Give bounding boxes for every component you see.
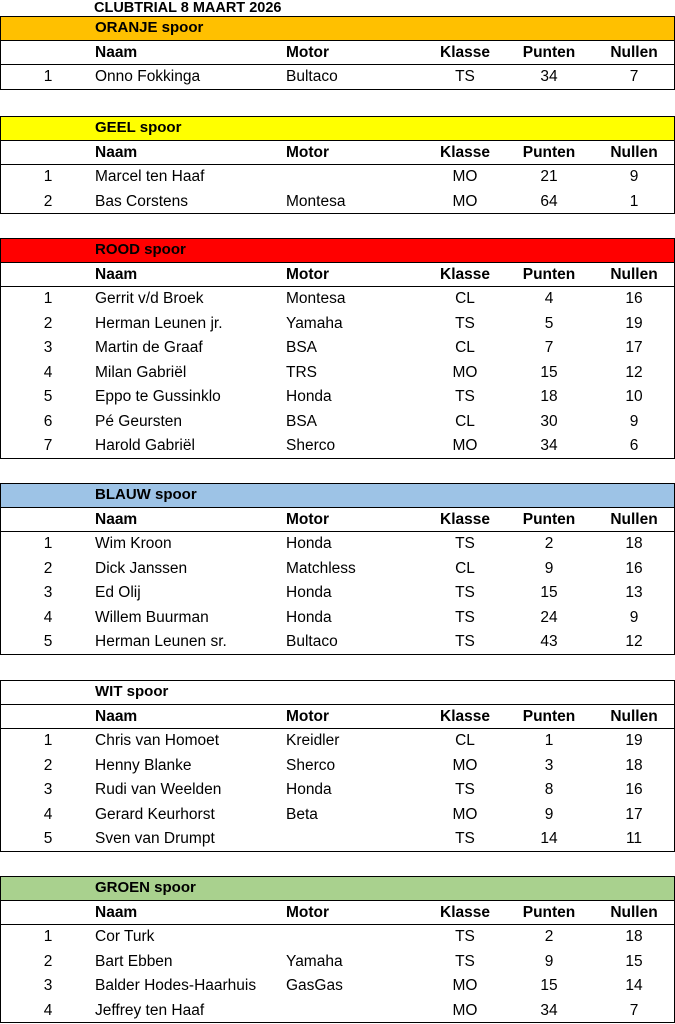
section-banner	[0, 483, 675, 508]
column-header-nullen: Nullen	[610, 43, 658, 61]
name-cell: Cor Turk	[95, 928, 155, 945]
name-cell: Henny Blanke	[95, 756, 192, 774]
name-cell: Martin de Graaf	[95, 339, 203, 356]
class-cell: TS	[455, 314, 475, 332]
points-cell: 7	[544, 339, 554, 356]
table-row	[0, 410, 675, 435]
points-cell: 2	[544, 535, 554, 552]
column-header-motor: Motor	[286, 903, 330, 921]
table-row	[0, 950, 675, 975]
section-title: ORANJE spoor	[95, 19, 204, 36]
motor-cell: BSA	[286, 339, 318, 356]
section-title: BLAUW spoor	[95, 486, 197, 503]
zeros-cell: 17	[625, 805, 643, 823]
rank-cell: 5	[43, 830, 53, 847]
table-header	[0, 901, 675, 926]
class-cell: MO	[452, 192, 478, 210]
section-banner	[0, 238, 675, 263]
rank-cell: 2	[43, 314, 53, 332]
class-cell: TS	[455, 830, 475, 847]
motor-cell: Montesa	[286, 290, 346, 307]
column-header-motor: Motor	[286, 707, 330, 725]
motor-cell: Kreidler	[286, 732, 340, 749]
section-rood	[0, 238, 675, 459]
name-cell: Harold Gabriël	[95, 437, 195, 454]
table-header	[0, 141, 675, 166]
motor-cell: Montesa	[286, 192, 346, 210]
name-cell: Marcel ten Haaf	[95, 168, 205, 185]
name-cell: Chris van Homoet	[95, 732, 220, 749]
name-cell: Gerrit v/d Broek	[95, 290, 204, 307]
points-cell: 9	[544, 805, 554, 823]
name-cell: Milan Gabriël	[95, 363, 187, 381]
column-header-klasse: Klasse	[440, 903, 490, 921]
class-cell: CL	[455, 412, 475, 430]
points-cell: 9	[544, 952, 554, 970]
points-cell: 15	[540, 977, 558, 994]
rank-cell: 2	[43, 756, 53, 774]
zeros-cell: 13	[625, 584, 643, 601]
class-cell: TS	[455, 928, 475, 945]
section-groen	[0, 876, 675, 1023]
rank-cell: 6	[43, 412, 53, 430]
rank-cell: 2	[43, 559, 53, 577]
points-cell: 14	[540, 830, 558, 847]
name-cell: Ed Olij	[95, 584, 141, 601]
motor-cell: TRS	[286, 363, 317, 381]
zeros-cell: 9	[629, 608, 639, 626]
section-title: GEEL spoor	[95, 119, 182, 136]
class-cell: TS	[455, 535, 475, 552]
name-cell: Gerard Keurhorst	[95, 805, 215, 823]
name-cell: Wim Kroon	[95, 535, 172, 552]
motor-cell: Honda	[286, 388, 332, 405]
zeros-cell: 14	[625, 977, 643, 994]
table-row	[0, 581, 675, 606]
column-header-motor: Motor	[286, 510, 330, 528]
motor-cell: BSA	[286, 412, 318, 430]
column-header-naam: Naam	[95, 510, 138, 528]
table-row	[0, 606, 675, 631]
name-cell: Eppo te Gussinklo	[95, 388, 221, 405]
points-cell: 24	[540, 608, 558, 626]
page-title: CLUBTRIAL 8 MAART 2026	[94, 0, 282, 16]
points-cell: 34	[540, 437, 558, 454]
motor-cell: Honda	[286, 608, 332, 626]
zeros-cell: 12	[625, 363, 643, 381]
table-row	[0, 630, 675, 655]
section-title: GROEN spoor	[95, 879, 196, 896]
motor-cell: Bultaco	[286, 633, 338, 650]
points-cell: 34	[540, 68, 558, 85]
column-header-nullen: Nullen	[610, 143, 658, 161]
class-cell: MO	[452, 756, 478, 774]
column-header-nullen: Nullen	[610, 903, 658, 921]
name-cell: Dick Janssen	[95, 559, 188, 577]
class-cell: MO	[452, 805, 478, 823]
class-cell: MO	[452, 977, 478, 994]
motor-cell: Honda	[286, 584, 332, 601]
section-banner	[0, 116, 675, 141]
points-cell: 5	[544, 314, 554, 332]
table-row	[0, 361, 675, 386]
table-row	[0, 778, 675, 803]
class-cell: MO	[452, 168, 478, 185]
table-row	[0, 729, 675, 754]
class-cell: TS	[455, 952, 475, 970]
table-row	[0, 312, 675, 337]
motor-cell: Honda	[286, 535, 332, 552]
name-cell: Willem Buurman	[95, 608, 209, 626]
table-row	[0, 999, 675, 1024]
table-row	[0, 532, 675, 557]
points-cell: 3	[544, 756, 554, 774]
table-row	[0, 557, 675, 582]
table-header	[0, 263, 675, 288]
zeros-cell: 18	[625, 535, 643, 552]
column-header-klasse: Klasse	[440, 510, 490, 528]
section-blauw	[0, 483, 675, 655]
column-header-klasse: Klasse	[440, 143, 490, 161]
class-cell: CL	[455, 339, 475, 356]
class-cell: MO	[452, 363, 478, 381]
points-cell: 15	[540, 363, 558, 381]
zeros-cell: 19	[625, 732, 643, 749]
column-header-naam: Naam	[95, 707, 138, 725]
rank-cell: 1	[43, 535, 53, 552]
points-cell: 64	[540, 192, 558, 210]
column-header-punten: Punten	[522, 143, 576, 161]
points-cell: 18	[540, 388, 558, 405]
table-row	[0, 974, 675, 999]
rank-cell: 4	[43, 363, 53, 381]
zeros-cell: 7	[629, 1001, 639, 1019]
column-header-motor: Motor	[286, 43, 330, 61]
rank-cell: 3	[43, 584, 53, 601]
column-header-nullen: Nullen	[610, 707, 658, 725]
name-cell: Herman Leunen sr.	[95, 633, 227, 650]
rank-cell: 3	[43, 977, 53, 994]
motor-cell: Yamaha	[286, 314, 343, 332]
column-header-punten: Punten	[522, 903, 576, 921]
column-header-punten: Punten	[522, 707, 576, 725]
class-cell: CL	[455, 290, 475, 307]
points-cell: 21	[540, 168, 558, 185]
column-header-nullen: Nullen	[610, 265, 658, 283]
table-row	[0, 336, 675, 361]
column-header-punten: Punten	[522, 265, 576, 283]
name-cell: Onno Fokkinga	[95, 68, 201, 85]
table-row	[0, 165, 675, 190]
rank-cell: 1	[43, 732, 53, 749]
section-title: WIT spoor	[95, 683, 169, 700]
name-cell: Sven van Drumpt	[95, 830, 215, 847]
column-header-motor: Motor	[286, 265, 330, 283]
zeros-cell: 16	[625, 290, 643, 307]
points-cell: 2	[544, 928, 554, 945]
rank-cell: 4	[43, 805, 53, 823]
zeros-cell: 10	[625, 388, 643, 405]
zeros-cell: 19	[625, 314, 643, 332]
section-title: ROOD spoor	[95, 241, 186, 258]
zeros-cell: 1	[629, 192, 639, 210]
points-cell: 4	[544, 290, 554, 307]
points-cell: 8	[544, 781, 554, 798]
section-banner	[0, 16, 675, 41]
name-cell: Jeffrey ten Haaf	[95, 1001, 205, 1019]
rank-cell: 1	[43, 290, 53, 307]
points-cell: 1	[544, 732, 554, 749]
zeros-cell: 18	[625, 928, 643, 945]
rank-cell: 3	[43, 781, 53, 798]
points-cell: 34	[540, 1001, 558, 1019]
section-banner	[0, 680, 675, 705]
name-cell: Bart Ebben	[95, 952, 173, 970]
motor-cell: Bultaco	[286, 68, 338, 85]
table-row	[0, 190, 675, 215]
section-banner	[0, 876, 675, 901]
zeros-cell: 11	[625, 830, 643, 847]
name-cell: Balder Hodes-Haarhuis	[95, 977, 257, 994]
rank-cell: 2	[43, 952, 53, 970]
zeros-cell: 6	[629, 437, 639, 454]
section-wit	[0, 680, 675, 852]
rank-cell: 5	[43, 633, 53, 650]
table-header	[0, 508, 675, 533]
rank-cell: 4	[43, 608, 53, 626]
table-row	[0, 65, 675, 90]
zeros-cell: 7	[629, 68, 639, 85]
column-header-punten: Punten	[522, 510, 576, 528]
zeros-cell: 15	[625, 952, 643, 970]
zeros-cell: 17	[625, 339, 643, 356]
table-row	[0, 754, 675, 779]
name-cell: Herman Leunen jr.	[95, 314, 223, 332]
column-header-naam: Naam	[95, 265, 138, 283]
rank-cell: 3	[43, 339, 53, 356]
name-cell: Rudi van Weelden	[95, 781, 222, 798]
rank-cell: 2	[43, 192, 53, 210]
rank-cell: 1	[43, 68, 53, 85]
column-header-klasse: Klasse	[440, 707, 490, 725]
rank-cell: 1	[43, 928, 53, 945]
class-cell: TS	[455, 633, 475, 650]
points-cell: 30	[540, 412, 558, 430]
zeros-cell: 9	[629, 412, 639, 430]
class-cell: MO	[452, 1001, 478, 1019]
class-cell: TS	[455, 68, 475, 85]
class-cell: CL	[455, 732, 475, 749]
table-row	[0, 803, 675, 828]
motor-cell: Beta	[286, 805, 318, 823]
table-row	[0, 434, 675, 459]
points-cell: 43	[540, 633, 558, 650]
column-header-naam: Naam	[95, 43, 138, 61]
motor-cell: Matchless	[286, 559, 356, 577]
class-cell: TS	[455, 584, 475, 601]
table-header	[0, 41, 675, 66]
column-header-klasse: Klasse	[440, 43, 490, 61]
zeros-cell: 16	[625, 559, 643, 577]
table-row	[0, 827, 675, 852]
motor-cell: Honda	[286, 781, 332, 798]
column-header-nullen: Nullen	[610, 510, 658, 528]
rank-cell: 7	[43, 437, 53, 454]
class-cell: TS	[455, 781, 475, 798]
rank-cell: 1	[43, 168, 53, 185]
class-cell: CL	[455, 559, 475, 577]
column-header-naam: Naam	[95, 143, 138, 161]
zeros-cell: 16	[625, 781, 643, 798]
column-header-punten: Punten	[522, 43, 576, 61]
points-cell: 9	[544, 559, 554, 577]
section-oranje	[0, 16, 675, 90]
class-cell: TS	[455, 388, 475, 405]
name-cell: Bas Corstens	[95, 192, 189, 210]
motor-cell: Sherco	[286, 756, 336, 774]
motor-cell: GasGas	[286, 977, 343, 994]
rank-cell: 4	[43, 1001, 53, 1019]
table-row	[0, 925, 675, 950]
zeros-cell: 9	[629, 168, 639, 185]
table-row	[0, 385, 675, 410]
motor-cell: Sherco	[286, 437, 336, 454]
column-header-naam: Naam	[95, 903, 138, 921]
rank-cell: 5	[43, 388, 53, 405]
motor-cell: Yamaha	[286, 952, 343, 970]
zeros-cell: 18	[625, 756, 643, 774]
zeros-cell: 12	[625, 633, 643, 650]
points-cell: 15	[540, 584, 558, 601]
class-cell: MO	[452, 437, 478, 454]
column-header-klasse: Klasse	[440, 265, 490, 283]
section-geel	[0, 116, 675, 214]
class-cell: TS	[455, 608, 475, 626]
name-cell: Pé Geursten	[95, 412, 183, 430]
table-row	[0, 287, 675, 312]
column-header-motor: Motor	[286, 143, 330, 161]
table-header	[0, 705, 675, 730]
